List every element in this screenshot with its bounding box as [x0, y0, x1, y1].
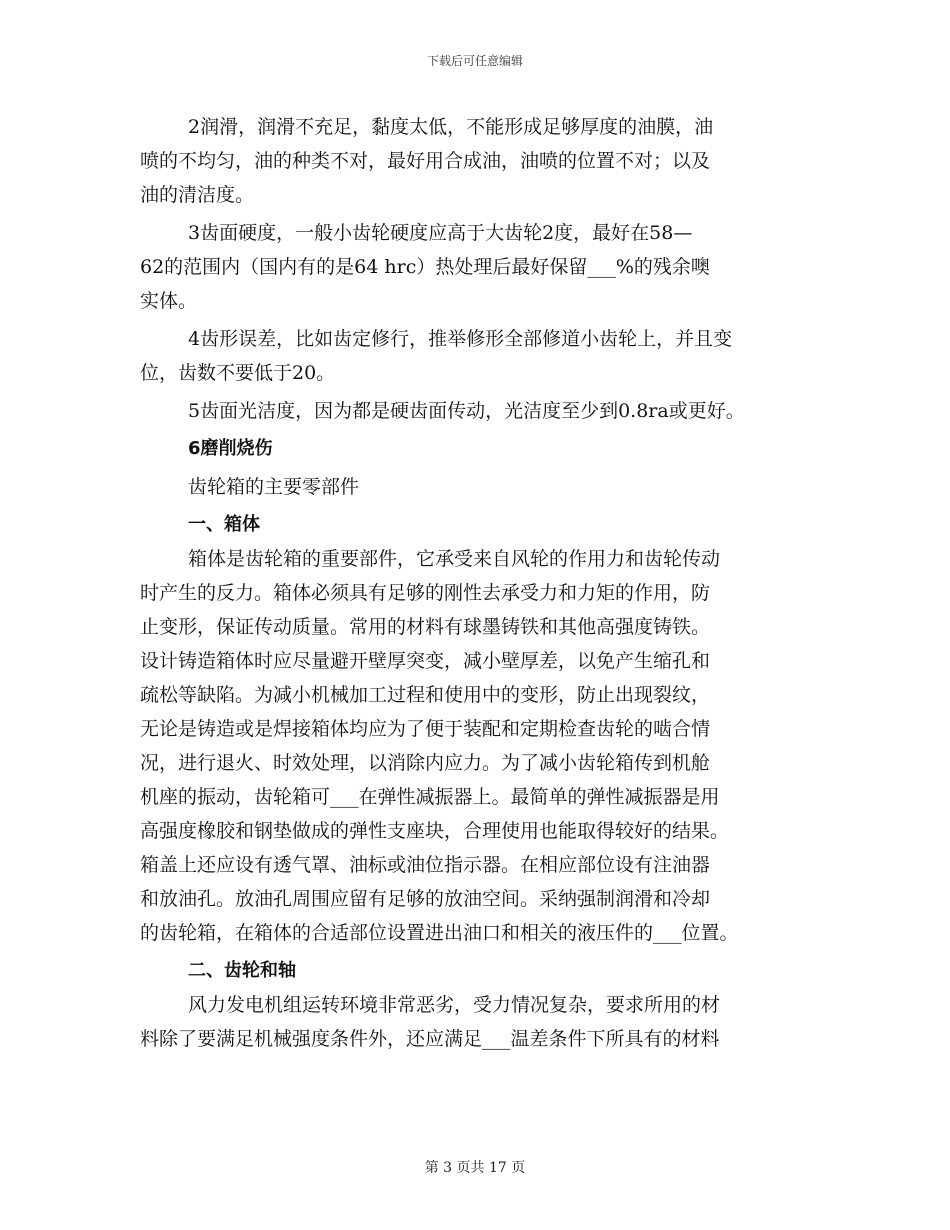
- paragraph-line: 疏松等缺陷。为减小机械加工过程和使用中的变形，防止出现裂纹，: [140, 684, 711, 706]
- paragraph-line: 机座的振动，齿轮箱可___在弹性减振器上。最简单的弹性减振器是用: [140, 786, 720, 808]
- paragraph-line: 3齿面硬度，一般小齿轮硬度应高于大齿轮2度，最好在58—: [188, 222, 693, 244]
- paragraph-line: 62的范围内（国内有的是64 hrc）热处理后最好保留___%的残余噢: [140, 256, 710, 278]
- paragraph-line: 和放油孔。放油孔周围应留有足够的放油空间。采纳强制润滑和冷却: [140, 888, 711, 910]
- paragraph-line: 实体。: [140, 290, 198, 312]
- section-title: 齿轮箱的主要零部件: [188, 476, 360, 498]
- paragraph-line: 5齿面光洁度，因为都是硬齿面传动，光洁度至少到0.8ra或更好。: [188, 400, 745, 422]
- paragraph-line: 无论是铸造或是焊接箱体均应为了便于装配和定期检查齿轮的啮合情: [140, 718, 711, 740]
- paragraph-line: 箱盖上还应设有透气罩、油标或油位指示器。在相应部位设有注油器: [140, 854, 711, 876]
- paragraph-line: 油的清洁度。: [140, 184, 255, 206]
- paragraph-line: 设计铸造箱体时应尽量避开壁厚突变，减小壁厚差，以免产生缩孔和: [140, 650, 711, 672]
- paragraph-line: 止变形，保证传动质量。常用的材料有球墨铸铁和其他高强度铸铁。: [140, 616, 711, 638]
- paragraph-line: 4齿形误差，比如齿定修行，推举修形全部修道小齿轮上，并且变: [188, 328, 733, 350]
- section-heading: 二、齿轮和轴: [188, 960, 296, 981]
- section-heading: 一、箱体: [188, 514, 260, 535]
- paragraph-line: 料除了要满足机械强度条件外，还应满足___温差条件下所具有的材料: [140, 1028, 720, 1050]
- paragraph-line: 喷的不均匀，油的种类不对，最好用合成油，油喷的位置不对；以及: [140, 150, 711, 172]
- page-header: 下载后可任意编辑: [426, 54, 523, 68]
- paragraph-line: 2润滑，润滑不充足，黏度太低，不能形成足够厚度的油膜，油: [188, 116, 714, 138]
- page-footer: 第 3 页共 17 页: [424, 1160, 526, 1176]
- paragraph-line: 箱体是齿轮箱的重要部件，它承受来自风轮的作用力和齿轮传动: [188, 548, 721, 570]
- paragraph-line: 况，进行退火、时效处理，以消除内应力。为了减小齿轮箱传到机舱: [140, 752, 711, 774]
- paragraph-line: 时产生的反力。箱体必须具有足够的刚性去承受力和力矩的作用，防: [140, 582, 711, 604]
- paragraph-line: 的齿轮箱，在箱体的合适部位设置进出油口和相关的液压件的___位置。: [140, 922, 739, 944]
- paragraph-line: 高强度橡胶和钢垫做成的弹性支座块，合理使用也能取得较好的结果。: [140, 820, 730, 842]
- paragraph-line: 位，齿数不要低于20。: [140, 362, 336, 384]
- paragraph-line: 风力发电机组运转环境非常恶劣，受力情况复杂，要求所用的材: [188, 994, 721, 1016]
- section-heading: 6磨削烧伤: [188, 438, 273, 459]
- document-body: [140, 110, 830, 1056]
